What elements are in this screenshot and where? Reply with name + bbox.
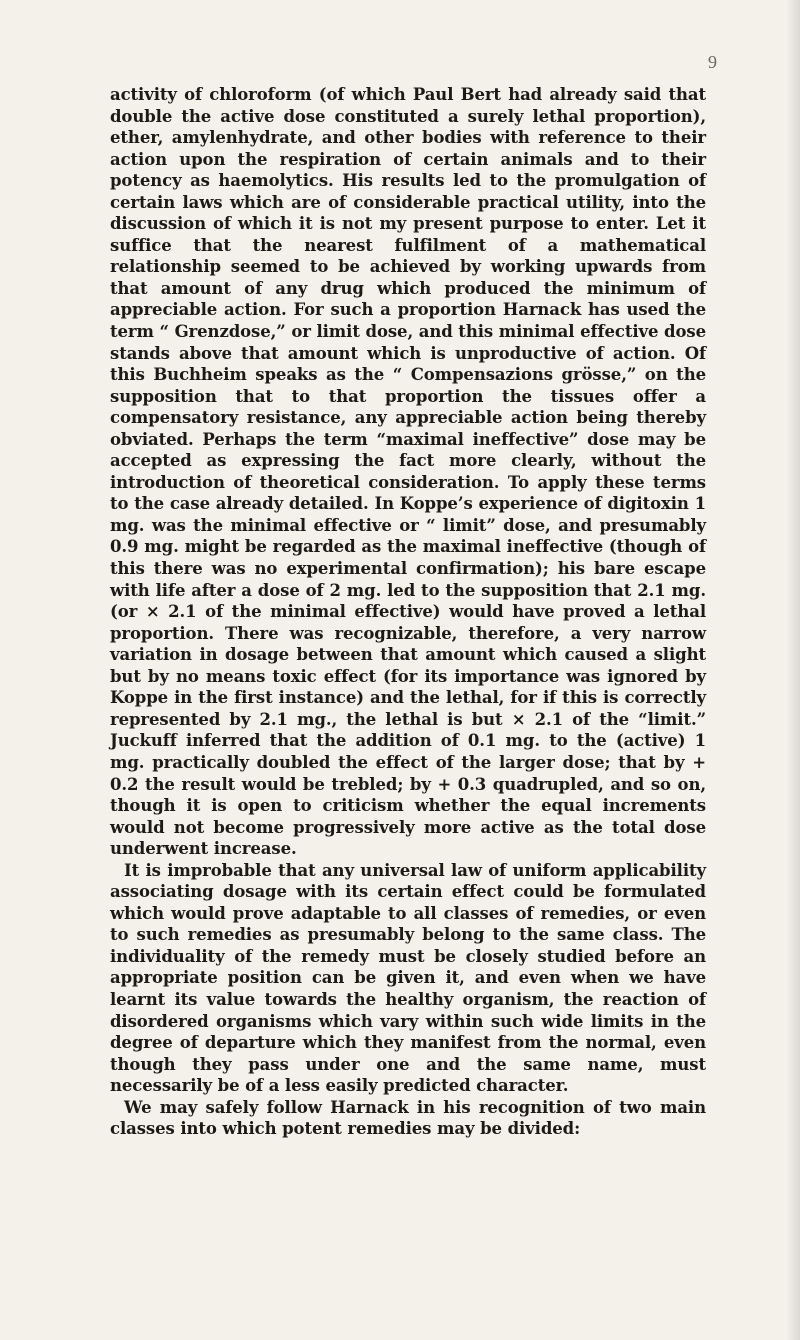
text-column [110,84,706,1140]
page-number: 9 [708,52,717,72]
paragraph-harnack-classes: We may safely follow Harnack in his recognition of two main classes into which potent remedies may be divided: [110,1097,706,1139]
paragraph-dosage-relationships: activity of chloroform (of which Paul Bert had already said that double the active dose constituted a surely lethal proportion), ether, amylenhydrate, and other bodies with reference to their action upon the respiration of certain animals and to their potency as haemolytics. His results led to the promulgation of certain laws which are of considerable practical utility, into the discussion of which it is not my present purpose to enter. Let it suffice that the nearest fulfilment of a mathematical relationship seemed to be achieved by working upwards from that amount of any drug which produced the minimum of appreciable action. For such a proportion Harnack has used the term “ Grenzdose,” or limit dose, and this minimal effective dose stands above that amount which is unproductive of action. Of this Buchheim speaks as the “ Compensazions grösse,” on the supposition that to that proportion the tissues offer a compensatory resistance, any appreciable action being thereby obviated. Perhaps the term “maximal ineffective” dose may be accepted as expressing the fact more clearly, without the introduction of theoretical consideration. To apply these terms to the case already detailed. In Koppe’s experience of digitoxin 1 mg. was the minimal effective or “ limit” dose, and presumably 0.9 mg. might be regarded as the maximal ineffective (though of this there was no experimental confirmation); his bare escape with life after a dose of 2 mg. led to the supposition that 2.1 mg. (or × 2.1 of the minimal effective) would have proved a lethal proportion. There was recognizable, therefore, a very narrow variation in dosage between that amount which caused a slight but by no means toxic effect (for its importance was ignored by Koppe in the first instance) and the lethal, for if this is correctly represented by 2.1 mg., the lethal is but × 2.1 of the “limit.” Juckuff inferred that the addition of 0.1 mg. to the (active) 1 mg. practically doubled the effect of the larger dose; that by + 0.2 the result would be trebled; by + 0.3 quadrupled, and so on, though it is open to criticism whether the equal increments would not become progressively more active as the total dose underwent increase. [110,85,706,859]
paragraph-universal-law: It is improbable that any universal law of uniform applicability associating dosage with its certain effect could be formulated which would prove adaptable to all classes of remedies, or even to such remedies as presumably belong to the same class. The individuality of the remedy must be closely studied before an appropriate position can be given it, and even when we have learnt its value towards the healthy organism, the reaction of disordered organisms which vary within such wide limits in the degree of departure which they manifest from the normal, even though they pass under one and the same name, must necessarily be of a less easily predicted character. [110,860,706,1096]
page-edge-shadow [786,0,800,1340]
